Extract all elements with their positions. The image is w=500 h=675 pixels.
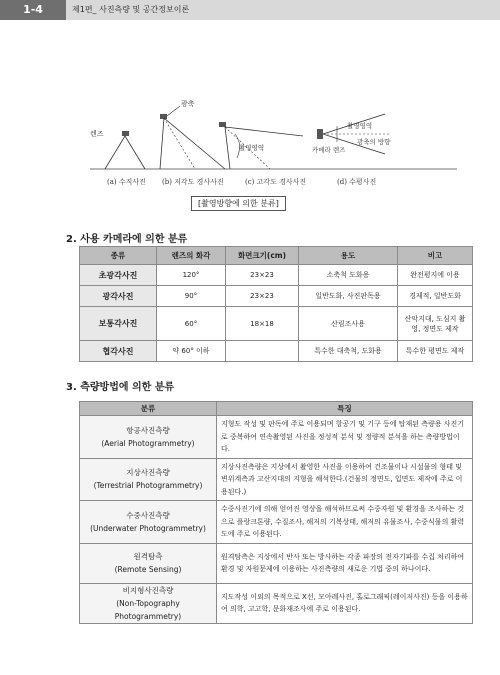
method-name: 항공사진측량 <box>126 425 170 435</box>
camera-classification-table <box>79 246 473 362</box>
sub-caption-a: (a) 수직사진 <box>107 178 146 186</box>
table-cell: 23×23 <box>226 265 299 286</box>
high-oblique-photo-diagram <box>219 122 303 169</box>
table-cell: 약 60° 이하 <box>157 341 226 362</box>
method-name: 지상사진측량 <box>126 468 170 478</box>
col-header: 특징 <box>217 402 473 416</box>
table-row <box>80 341 473 362</box>
table-cell: 광각사진 <box>80 286 157 307</box>
table-row <box>80 286 473 307</box>
table-cell: 특수한 대축척, 도화용 <box>299 341 398 362</box>
section2-title: 2. 사용 카메라에 의한 분류 <box>66 234 188 245</box>
table-cell: 특수한 평면도 제작 <box>398 341 473 362</box>
method-english-name: (Aerial Photogrammetry) <box>101 438 195 448</box>
chapter-title: 제1편_ 사진측량 및 공간정보이론 <box>72 5 190 14</box>
method-name-cell <box>80 501 217 544</box>
table-cell: 보통각사진 <box>80 307 157 341</box>
page-header <box>0 0 500 20</box>
area-label: 촬영영역 <box>239 144 265 152</box>
method-name: 수중사진측량 <box>126 510 170 520</box>
col-header: 렌즈의 화각 <box>157 247 226 265</box>
method-name: 원격탐측 <box>133 552 163 561</box>
table-cell: 일반도화, 사진판독용 <box>299 286 398 307</box>
table-cell: 60° <box>157 307 226 341</box>
sub-caption-d: (d) 수평사진 <box>337 178 377 186</box>
table-cell <box>226 341 299 362</box>
method-description: 원격탐측은 지상에서 반사 또는 방사하는 각종 파장의 전자기파를 수집 처리하여 환경 및 자원문제에 이용하는 사진측량의 새로운 기법 중의 하나이다. <box>217 543 473 583</box>
table-cell: 90° <box>157 286 226 307</box>
table-row <box>80 307 473 341</box>
table-row <box>80 583 473 623</box>
col-header: 종류 <box>80 247 157 265</box>
col-header: 화면크기(cm) <box>226 247 299 265</box>
method-name-cell <box>80 543 217 583</box>
table-cell: 협각사진 <box>80 341 157 362</box>
table-header-row <box>80 402 473 416</box>
sub-caption-b: (b) 저각도 경사사진 <box>162 178 224 186</box>
method-name-cell <box>80 583 217 623</box>
table-row <box>80 501 473 544</box>
col-header: 비고 <box>398 247 473 265</box>
method-description: 지형도 작성 및 판독에 주로 이용되며 항공기 및 기구 등에 탑재된 측량용 사진기로 중복하여 연속촬영된 사진을 정성적 분석 및 정량적 분석을 하는 측량방법이다. <box>217 416 473 459</box>
method-english-name: (Underwater Photogrammetry) <box>90 523 206 533</box>
method-name-cell <box>80 458 217 501</box>
table-cell: 23×23 <box>226 286 299 307</box>
method-classification-table <box>79 401 473 624</box>
horizontal-photo-diagram <box>312 114 391 154</box>
method-english-name: (Remote Sensing) <box>114 565 182 574</box>
low-oblique-photo-diagram <box>160 99 225 169</box>
table-row <box>80 543 473 583</box>
table-cell: 소축척 도화용 <box>299 265 398 286</box>
method-english-name: (Non-Topography Photogrammetry) <box>114 598 182 621</box>
optical-axis-label: 광축 <box>181 100 195 108</box>
table-row <box>80 416 473 459</box>
col-header: 분류 <box>80 402 217 416</box>
method-description: 수중사진기에 의해 얻어진 영상을 해석하므로써 수중자원 및 환경을 조사하는 것으로 플랑크톤량, 수질조사, 해저의 기복상태, 해저의 유물조사, 수중식물의 활력도에 주로 이용된다. <box>217 501 473 544</box>
table-cell: 18×18 <box>226 307 299 341</box>
figure-caption: [촬영방향에 의한 분류] <box>191 196 286 211</box>
method-english-name: (Terrestrial Photogrammetry) <box>93 481 203 491</box>
method-description: 지도작성 이외의 목적으로 X선, 모아레사진, 홀로그래픽(레이저사진) 등을 이용하여 의학, 고고학, 문화재조사에 주로 이용된다. <box>217 583 473 623</box>
table-cell: 산악지대, 도심지 촬영, 정면도 제작 <box>398 307 473 341</box>
table-cell: 120° <box>157 265 226 286</box>
table-row <box>80 265 473 286</box>
method-name: 비지형사진측량 <box>122 585 174 595</box>
vertical-photo-diagram <box>90 129 145 169</box>
table-cell: 완전평지에 이용 <box>398 265 473 286</box>
table-row <box>80 458 473 501</box>
area2-label: 촬영영역 <box>347 122 373 130</box>
optical-direction-label: 광축의 방향 <box>357 138 391 146</box>
lens-label: 렌즈 <box>90 130 104 138</box>
table-cell: 산림조사용 <box>299 307 398 341</box>
method-name-cell <box>80 416 217 459</box>
section3-title: 3. 측량방법에 의한 분류 <box>66 382 175 393</box>
table-header-row <box>80 247 473 265</box>
method-description: 지상사진측량은 지상에서 촬영한 사진을 이용하여 건조물이나 시설물의 형태 및 변위계측과 고산지대의 지형을 해석한다.(건물의 정면도, 입면도 제작에 주로 이용된다.) <box>217 458 473 501</box>
camera-lens-label: 카메라 렌즈 <box>312 146 346 154</box>
table-cell: 경제적, 일반도화 <box>398 286 473 307</box>
sub-caption-c: (c) 고각도 경사사진 <box>245 178 307 186</box>
page-number: 1-4 <box>0 0 66 20</box>
col-header: 용도 <box>299 247 398 265</box>
table-cell: 초광각사진 <box>80 265 157 286</box>
